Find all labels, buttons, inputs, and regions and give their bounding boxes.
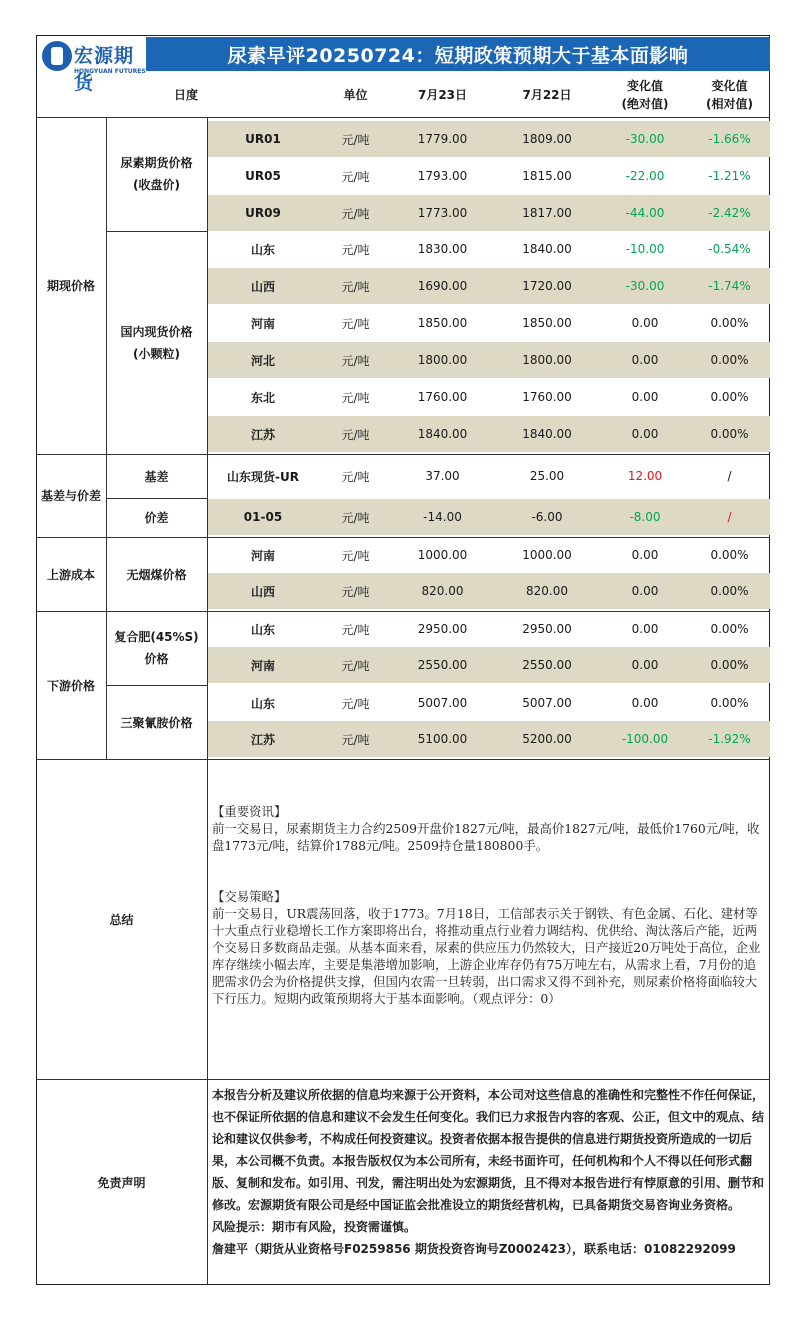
section-spot-futures: 期现价格 [46, 279, 95, 293]
row-rel-change: 0.00% [710, 390, 749, 404]
row-unit: 元/吨 [341, 353, 370, 368]
row-item: 河南 [250, 548, 275, 563]
row-value-date1: 1840.00 [417, 427, 468, 441]
row-rel-change: 0.00% [710, 658, 749, 672]
section-basis-spread: 基差与价差 [40, 489, 101, 503]
section-disclaimer: 免责声明 [97, 1175, 146, 1190]
row-rel-change: 0.00% [710, 548, 749, 562]
header-rel-change: 变化值 (相对值) [706, 79, 753, 111]
row-unit: 元/吨 [341, 548, 370, 563]
row-rel-change: 0.00% [710, 622, 749, 636]
row-item: 江苏 [250, 427, 275, 442]
row-unit: 元/吨 [341, 206, 370, 221]
row-item: 山东 [250, 622, 275, 637]
row-unit: 元/吨 [341, 510, 370, 525]
group-basis: 基差 [144, 469, 169, 484]
row-item: UR01 [245, 132, 281, 146]
row-value-date2: 2550.00 [522, 658, 572, 672]
row-rel-change: 0.00% [710, 316, 749, 330]
row-abs-change: 0.00 [631, 427, 659, 441]
row-item: 河北 [250, 353, 275, 368]
row-value-date1: 1760.00 [417, 390, 468, 404]
row-value-date1: 37.00 [425, 469, 460, 483]
group-spot-price: 国内现货价格 (小颗粒) [120, 324, 193, 361]
row-value-date2: 1720.00 [522, 279, 572, 293]
row-value-date1: 2950.00 [417, 622, 468, 636]
row-value-date2: 1000.00 [522, 548, 572, 562]
row-unit: 元/吨 [341, 169, 370, 184]
section-upstream: 上游成本 [46, 567, 95, 582]
row-value-date2: 820.00 [526, 584, 568, 598]
news-heading: 【重要资讯】 [212, 804, 287, 819]
header-abs-change: 变化值 (绝对值) [621, 79, 669, 111]
group-coal: 无烟煤价格 [126, 567, 187, 582]
row-rel-change: 0.00% [710, 696, 749, 710]
row-rel-change: -1.21% [708, 169, 751, 183]
row-abs-change: -10.00 [625, 242, 665, 256]
row-value-date1: 1850.00 [417, 316, 468, 330]
row-unit: 元/吨 [341, 696, 370, 711]
row-unit: 元/吨 [341, 732, 370, 747]
row-value-date2: 1800.00 [522, 353, 572, 367]
row-abs-change: 0.00 [631, 696, 659, 710]
row-unit: 元/吨 [341, 390, 370, 405]
row-unit: 元/吨 [341, 316, 370, 331]
strategy-heading: 【交易策略】 [212, 889, 287, 904]
row-rel-change: -1.66% [708, 132, 751, 146]
row-unit: 元/吨 [341, 427, 370, 442]
logo-name-cn: 宏源期货 [74, 45, 135, 94]
row-value-date1: 2550.00 [417, 658, 468, 672]
risk-notice: 风险提示：期市有风险，投资需谨慎。 [212, 1220, 417, 1234]
row-value-date2: 1817.00 [522, 206, 572, 220]
row-value-date1: 1779.00 [417, 132, 468, 146]
row-rel-change: -2.42% [708, 206, 751, 220]
row-rel-change: 0.00% [710, 353, 749, 367]
row-value-date1: 1773.00 [417, 206, 468, 220]
row-abs-change: -30.00 [625, 132, 665, 146]
row-rel-change: 0.00% [710, 584, 749, 598]
row-rel-change: 0.00% [710, 427, 749, 441]
disclaimer-body: 本报告分析及建议所依据的信息均来源于公开资料，本公司对这些信息的准确性和完整性不作任何保证，也不保证所依据的信息和建议不会发生任何变化。我们已力求报告内容的客观、公正，但文中的观点、结论和建议仅供参考，不构成任何投资建议。投资者依据本报告提供的信息进行期货投资所造成的一切后果，本公司概不负责。本报告版权仅为本公司所有，未经书面许可，任何机构和个人不得以任何形式翻版、复制和发布。如引用、刊发，需注明出处为宏源期货，且不得对本报告进行有悖原意的引用、删节和修改。宏源期货有限公司是经中国证监会批准设立的期货经营机构，已具备期货交易咨询业务资格。 [212, 1088, 765, 1212]
row-item: 河南 [250, 658, 275, 673]
row-rel-change: -1.92% [708, 732, 751, 746]
row-abs-change: -44.00 [625, 206, 665, 220]
group-futures-price: 尿素期货价格 (收盘价) [120, 156, 193, 192]
row-value-date2: -6.00 [531, 510, 563, 524]
row-abs-change: 0.00 [631, 584, 659, 598]
row-value-date1: 5100.00 [417, 732, 468, 746]
row-item: 山西 [250, 279, 275, 294]
row-value-date1: 1793.00 [417, 169, 468, 183]
row-value-date1: 1000.00 [417, 548, 468, 562]
row-value-date2: 25.00 [529, 469, 565, 483]
row-item: UR09 [245, 206, 281, 220]
row-value-date1: -14.00 [423, 510, 462, 524]
analyst-contact: 詹建平（期货从业资格号F0259856 期货投资咨询号Z0002423），联系电话：01082292099 [212, 1242, 736, 1256]
row-abs-change: 0.00 [631, 353, 659, 367]
row-rel-change: / [727, 469, 732, 483]
row-abs-change: 0.00 [631, 316, 659, 330]
row-value-date2: 5007.00 [522, 696, 572, 710]
row-value-date2: 5200.00 [522, 732, 572, 746]
row-value-date2: 1850.00 [522, 316, 572, 330]
header-unit: 单位 [343, 88, 368, 102]
row-item: 河南 [250, 316, 275, 331]
row-unit: 元/吨 [341, 279, 370, 294]
group-melamine: 三聚氰胺价格 [120, 715, 193, 730]
row-abs-change: 0.00 [631, 622, 659, 636]
row-abs-change: -30.00 [625, 279, 665, 293]
row-rel-change: -0.54% [708, 242, 751, 256]
company-logo [38, 37, 146, 97]
row-item: 山东现货-UR [227, 469, 299, 484]
header-date-1: 7月23日 [417, 88, 468, 102]
row-unit: 元/吨 [341, 242, 370, 257]
row-abs-change: 0.00 [631, 390, 659, 404]
row-value-date2: 1760.00 [522, 390, 572, 404]
row-abs-change: 0.00 [631, 658, 659, 672]
row-value-date2: 2950.00 [522, 622, 572, 636]
row-value-date1: 5007.00 [417, 696, 468, 710]
news-body: 前一交易日，尿素期货主力合约2509开盘价1827元/吨，最高价1827元/吨，最低价1760元/吨，收盘1773元/吨，结算价1788元/吨。2509持仓量180800手。 [212, 821, 760, 853]
strategy-body: 前一交易日，UR震荡回落，收于1773。7月18日，工信部表示关于钢铁、有色金属、石化、建材等十大重点行业稳增长工作方案即将出台，将推动重点行业着力调结构、优供给、淘汰落后产能，近两个交易日多数商品走强。从基本面来看，尿素的供应压力仍然较大，日产接近20万吨处于高位，企业库存继续小幅去库，主要是集港增加影响，上游企业库存仍有75万吨左右，从需求上看，7月份的追肥需求仍会为价格提供支撑，但国内农需一旦转弱，出口需求又得不到补充，则尿素价格将面临较大下行压力。短期内政策预期将大于基本面影响。（观点评分：0） [212, 906, 761, 1006]
row-abs-change: -8.00 [629, 510, 661, 524]
disclaimer-text [212, 1084, 764, 1260]
row-abs-change: -22.00 [625, 169, 665, 183]
section-downstream: 下游价格 [46, 678, 95, 693]
row-value-date1: 820.00 [421, 584, 464, 598]
row-unit: 元/吨 [341, 132, 370, 147]
row-unit: 元/吨 [341, 469, 370, 484]
row-abs-change: 0.00 [631, 548, 659, 562]
row-item: 山东 [250, 242, 275, 257]
row-value-date1: 1800.00 [417, 353, 468, 367]
group-compound: 复合肥(45%S) 价格 [114, 630, 199, 666]
logo-name-en: HONGYUAN FUTURES [74, 68, 146, 75]
logo-mark-icon [42, 41, 72, 71]
row-value-date2: 1840.00 [522, 242, 572, 256]
row-value-date2: 1809.00 [522, 132, 572, 146]
summary-text [212, 803, 764, 1007]
row-rel-change: / [727, 510, 732, 524]
header-dimension: 日度 [173, 88, 198, 102]
row-item: 山东 [250, 696, 275, 711]
row-item: 01-05 [243, 510, 283, 524]
row-value-date1: 1830.00 [417, 242, 468, 256]
row-unit: 元/吨 [341, 658, 370, 673]
row-value-date1: 1690.00 [417, 279, 468, 293]
row-value-date2: 1840.00 [522, 427, 572, 441]
row-abs-change: -100.00 [621, 732, 669, 746]
group-spread: 价差 [144, 511, 169, 525]
row-abs-change: 12.00 [627, 469, 663, 483]
row-rel-change: -1.74% [708, 279, 751, 293]
row-item: 江苏 [250, 732, 275, 747]
section-summary: 总结 [109, 912, 134, 927]
row-item: 山西 [250, 584, 275, 599]
header-date-2: 7月22日 [522, 88, 572, 102]
row-item: UR05 [245, 169, 281, 183]
row-unit: 元/吨 [341, 622, 370, 637]
report-title: 尿素早评20250724：短期政策预期大于基本面影响 [146, 37, 770, 71]
row-unit: 元/吨 [341, 584, 370, 599]
row-value-date2: 1815.00 [522, 169, 572, 183]
row-item: 东北 [250, 390, 275, 405]
